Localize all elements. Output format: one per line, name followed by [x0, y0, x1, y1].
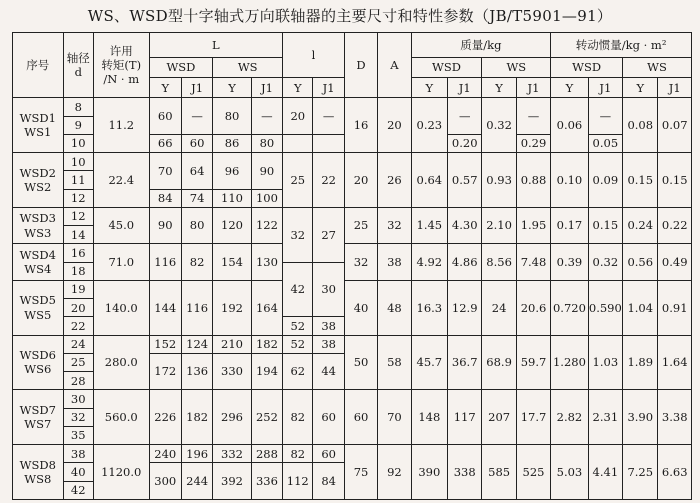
- l-cell: 52: [283, 335, 313, 353]
- L-cell: 80: [251, 134, 282, 152]
- L-cell: 96: [213, 153, 251, 190]
- inertia-cell: 0.17: [551, 207, 588, 244]
- header-j1: J1: [516, 78, 550, 98]
- L-cell: 194: [251, 353, 282, 390]
- A-cell: 20: [378, 98, 411, 153]
- L-cell: 74: [181, 189, 212, 207]
- spec-table: [12, 32, 692, 500]
- L-cell: 336: [251, 463, 282, 500]
- mass-cell: —: [448, 98, 482, 135]
- mass-cell: 0.93: [482, 153, 516, 208]
- l-cell: 82: [283, 390, 313, 445]
- L-cell: 84: [149, 189, 181, 207]
- table-row: [13, 280, 692, 298]
- inertia-cell: 0.91: [658, 280, 692, 335]
- inertia-cell: 0.09: [588, 153, 622, 208]
- A-cell: 48: [378, 280, 411, 335]
- l-cell: 38: [313, 317, 344, 335]
- shaft-dia-cell: 24: [63, 335, 93, 353]
- header-shaft-dia: 轴径 d: [63, 33, 93, 98]
- inertia-cell: 0.15: [588, 207, 622, 244]
- header-j1: J1: [313, 78, 344, 98]
- header-inertia-wsd: WSD: [551, 57, 623, 77]
- L-cell: 144: [149, 280, 181, 335]
- L-cell: 86: [213, 134, 251, 152]
- mass-cell: 4.30: [448, 207, 482, 244]
- torque-cell: 560.0: [93, 390, 149, 445]
- L-cell: —: [181, 98, 212, 135]
- L-cell: 130: [251, 244, 282, 281]
- mass-cell: 8.56: [482, 244, 516, 281]
- L-cell: 120: [213, 207, 251, 244]
- L-cell: 64: [181, 153, 212, 190]
- l-cell: 62: [283, 353, 313, 390]
- table-row: [13, 445, 692, 463]
- l-cell: 32: [283, 207, 313, 262]
- header-row: [13, 33, 692, 58]
- table-row: [13, 335, 692, 353]
- inertia-cell: 3.38: [658, 390, 692, 445]
- inertia-cell: 1.89: [623, 335, 658, 390]
- mass-cell: 117: [448, 390, 482, 445]
- header-torque: 许用 转矩(T) /N · m: [93, 33, 149, 98]
- l-cell: 60: [313, 445, 344, 463]
- mass-cell: 0.57: [448, 153, 482, 208]
- mass-cell: 390: [411, 445, 447, 500]
- L-cell: 226: [149, 390, 181, 445]
- L-cell: 300: [149, 463, 181, 500]
- mass-cell: 525: [516, 445, 550, 500]
- shaft-dia-cell: 38: [63, 445, 93, 463]
- L-cell: 116: [149, 244, 181, 281]
- mass-cell: 0.29: [516, 134, 550, 152]
- inertia-cell: 0.24: [623, 207, 658, 244]
- header-j1: J1: [588, 78, 622, 98]
- l-cell: 20: [283, 98, 313, 135]
- shaft-dia-cell: 25: [63, 353, 93, 371]
- shaft-dia-cell: 30: [63, 390, 93, 408]
- L-cell: 66: [149, 134, 181, 152]
- L-cell: 90: [251, 153, 282, 190]
- shaft-dia-cell: 8: [63, 98, 93, 116]
- header-D: D: [344, 33, 377, 98]
- A-cell: 32: [378, 207, 411, 244]
- mass-cell: 338: [448, 445, 482, 500]
- header-mass-wsd: WSD: [411, 57, 482, 77]
- table-row: [13, 153, 692, 171]
- shaft-dia-cell: 22: [63, 317, 93, 335]
- inertia-cell: 5.03: [551, 445, 588, 500]
- L-cell: 80: [181, 207, 212, 244]
- table-title: WS、WSD型十字轴式万向联轴器的主要尺寸和特性参数（JB/T5901—91）: [87, 7, 613, 25]
- header-L-ws: WS: [213, 57, 283, 77]
- inertia-cell: 3.90: [623, 390, 658, 445]
- inertia-cell: 0.720: [551, 280, 588, 335]
- inertia-cell: 2.82: [551, 390, 588, 445]
- l-cell: 82: [283, 445, 313, 463]
- inertia-cell: 0.10: [551, 153, 588, 208]
- mass-cell: 0.32: [482, 98, 516, 153]
- header-j1: J1: [448, 78, 482, 98]
- header-y: Y: [411, 78, 447, 98]
- header-mass-ws: WS: [482, 57, 551, 77]
- header-j1: J1: [181, 78, 212, 98]
- header-y: Y: [213, 78, 251, 98]
- torque-cell: 22.4: [93, 153, 149, 208]
- l-cell: 84: [313, 463, 344, 500]
- D-cell: 40: [344, 280, 377, 335]
- L-cell: 152: [149, 335, 181, 353]
- L-cell: 196: [181, 445, 212, 463]
- inertia-cell: 0.32: [588, 244, 622, 281]
- L-cell: 182: [181, 390, 212, 445]
- L-cell: 296: [213, 390, 251, 445]
- model-cell: WSD5 WS5: [13, 280, 64, 335]
- L-cell: 330: [213, 353, 251, 390]
- l-cell: 44: [313, 353, 344, 390]
- torque-cell: 280.0: [93, 335, 149, 390]
- header-mass: 质量/kg: [411, 33, 551, 58]
- table-row: [13, 244, 692, 262]
- L-cell: 172: [149, 353, 181, 390]
- L-cell: 332: [213, 445, 251, 463]
- table-row: [13, 98, 692, 116]
- shaft-dia-cell: 12: [63, 207, 93, 225]
- D-cell: 50: [344, 335, 377, 390]
- l-cell: 30: [313, 262, 344, 317]
- shaft-dia-cell: 32: [63, 408, 93, 426]
- mass-cell: 148: [411, 390, 447, 445]
- shaft-dia-cell: 19: [63, 280, 93, 298]
- header-L: L: [149, 33, 283, 58]
- l-cell: [313, 134, 344, 152]
- model-cell: WSD4 WS4: [13, 244, 64, 281]
- torque-cell: 1120.0: [93, 445, 149, 500]
- table-row: [13, 207, 692, 225]
- inertia-cell: 0.07: [658, 98, 692, 153]
- model-cell: WSD3 WS3: [13, 207, 64, 244]
- shaft-dia-cell: 18: [63, 262, 93, 280]
- D-cell: 16: [344, 98, 377, 153]
- header-y: Y: [149, 78, 181, 98]
- shaft-dia-cell: 40: [63, 463, 93, 481]
- shaft-dia-cell: 28: [63, 372, 93, 390]
- mass-cell: 2.10: [482, 207, 516, 244]
- L-cell: 136: [181, 353, 212, 390]
- l-cell: 52: [283, 317, 313, 335]
- inertia-cell: —: [588, 98, 622, 135]
- D-cell: 25: [344, 207, 377, 244]
- model-cell: WSD8 WS8: [13, 445, 64, 500]
- mass-cell: 4.92: [411, 244, 447, 281]
- L-cell: 244: [181, 463, 212, 500]
- L-cell: 122: [251, 207, 282, 244]
- model-cell: WSD7 WS7: [13, 390, 64, 445]
- mass-cell: 68.9: [482, 335, 516, 390]
- inertia-cell: 7.25: [623, 445, 658, 500]
- L-cell: —: [251, 98, 282, 135]
- l-cell: [283, 134, 313, 152]
- A-cell: 26: [378, 153, 411, 208]
- l-cell: 25: [283, 153, 313, 208]
- mass-cell: 4.86: [448, 244, 482, 281]
- inertia-cell: 0.08: [623, 98, 658, 153]
- inertia-cell: 1.64: [658, 335, 692, 390]
- header-y: Y: [623, 78, 658, 98]
- header-y: Y: [551, 78, 588, 98]
- L-cell: 182: [251, 335, 282, 353]
- A-cell: 70: [378, 390, 411, 445]
- inertia-cell: 0.56: [623, 244, 658, 281]
- header-j1: J1: [658, 78, 692, 98]
- shaft-dia-cell: 11: [63, 171, 93, 189]
- l-cell: 112: [283, 463, 313, 500]
- shaft-dia-cell: 9: [63, 116, 93, 134]
- model-cell: WSD2 WS2: [13, 153, 64, 208]
- inertia-cell: 6.63: [658, 445, 692, 500]
- mass-cell: 0.20: [448, 134, 482, 152]
- mass-cell: 59.7: [516, 335, 550, 390]
- L-cell: 100: [251, 189, 282, 207]
- l-cell: 42: [283, 262, 313, 317]
- L-cell: 192: [213, 280, 251, 335]
- L-cell: 164: [251, 280, 282, 335]
- header-A: A: [378, 33, 411, 98]
- L-cell: 288: [251, 445, 282, 463]
- inertia-cell: 0.15: [658, 153, 692, 208]
- shaft-dia-cell: 12: [63, 189, 93, 207]
- header-L-wsd: WSD: [149, 57, 213, 77]
- l-cell: 60: [313, 390, 344, 445]
- D-cell: 32: [344, 244, 377, 281]
- inertia-cell: 1.04: [623, 280, 658, 335]
- mass-cell: 45.7: [411, 335, 447, 390]
- L-cell: 210: [213, 335, 251, 353]
- L-cell: 252: [251, 390, 282, 445]
- shaft-dia-cell: 16: [63, 244, 93, 262]
- torque-cell: 45.0: [93, 207, 149, 244]
- L-cell: 82: [181, 244, 212, 281]
- inertia-cell: 1.03: [588, 335, 622, 390]
- header-l: l: [283, 33, 345, 78]
- L-cell: 240: [149, 445, 181, 463]
- L-cell: 124: [181, 335, 212, 353]
- mass-cell: 16.3: [411, 280, 447, 335]
- header-inertia: 转动惯量/kg · m²: [551, 33, 692, 58]
- table-row: [13, 390, 692, 408]
- mass-cell: 585: [482, 445, 516, 500]
- L-cell: 110: [213, 189, 251, 207]
- mass-cell: 207: [482, 390, 516, 445]
- l-cell: 38: [313, 335, 344, 353]
- mass-cell: 0.88: [516, 153, 550, 208]
- torque-cell: 11.2: [93, 98, 149, 153]
- shaft-dia-cell: 42: [63, 481, 93, 499]
- mass-cell: —: [516, 98, 550, 135]
- L-cell: 70: [149, 153, 181, 190]
- inertia-cell: 0.590: [588, 280, 622, 335]
- inertia-cell: 4.41: [588, 445, 622, 500]
- shaft-dia-cell: 10: [63, 153, 93, 171]
- mass-cell: 0.23: [411, 98, 447, 153]
- D-cell: 20: [344, 153, 377, 208]
- header-y: Y: [283, 78, 313, 98]
- model-cell: WSD1 WS1: [13, 98, 64, 153]
- mass-cell: 1.95: [516, 207, 550, 244]
- l-cell: 22: [313, 153, 344, 208]
- A-cell: 58: [378, 335, 411, 390]
- inertia-cell: 0.49: [658, 244, 692, 281]
- header-inertia-ws: WS: [623, 57, 692, 77]
- inertia-cell: 0.06: [551, 98, 588, 153]
- header-seq: 序号: [13, 33, 64, 98]
- inertia-cell: 0.15: [623, 153, 658, 208]
- model-cell: WSD6 WS6: [13, 335, 64, 390]
- A-cell: 92: [378, 445, 411, 500]
- L-cell: 154: [213, 244, 251, 281]
- L-cell: 60: [181, 134, 212, 152]
- inertia-cell: 0.39: [551, 244, 588, 281]
- inertia-cell: 0.22: [658, 207, 692, 244]
- mass-cell: 24: [482, 280, 516, 335]
- mass-cell: 20.6: [516, 280, 550, 335]
- D-cell: 60: [344, 390, 377, 445]
- l-cell: 27: [313, 207, 344, 262]
- mass-cell: 36.7: [448, 335, 482, 390]
- L-cell: 90: [149, 207, 181, 244]
- L-cell: 60: [149, 98, 181, 135]
- inertia-cell: 2.31: [588, 390, 622, 445]
- shaft-dia-cell: 35: [63, 426, 93, 444]
- inertia-cell: 1.280: [551, 335, 588, 390]
- shaft-dia-cell: 20: [63, 299, 93, 317]
- D-cell: 75: [344, 445, 377, 500]
- L-cell: 80: [213, 98, 251, 135]
- torque-cell: 71.0: [93, 244, 149, 281]
- mass-cell: 17.7: [516, 390, 550, 445]
- l-cell: —: [313, 98, 344, 135]
- shaft-dia-cell: 14: [63, 226, 93, 244]
- shaft-dia-cell: 10: [63, 134, 93, 152]
- mass-cell: 7.48: [516, 244, 550, 281]
- L-cell: 116: [181, 280, 212, 335]
- mass-cell: 12.9: [448, 280, 482, 335]
- header-y: Y: [482, 78, 516, 98]
- torque-cell: 140.0: [93, 280, 149, 335]
- inertia-cell: 0.05: [588, 134, 622, 152]
- mass-cell: 0.64: [411, 153, 447, 208]
- L-cell: 392: [213, 463, 251, 500]
- mass-cell: 1.45: [411, 207, 447, 244]
- A-cell: 38: [378, 244, 411, 281]
- header-j1: J1: [251, 78, 282, 98]
